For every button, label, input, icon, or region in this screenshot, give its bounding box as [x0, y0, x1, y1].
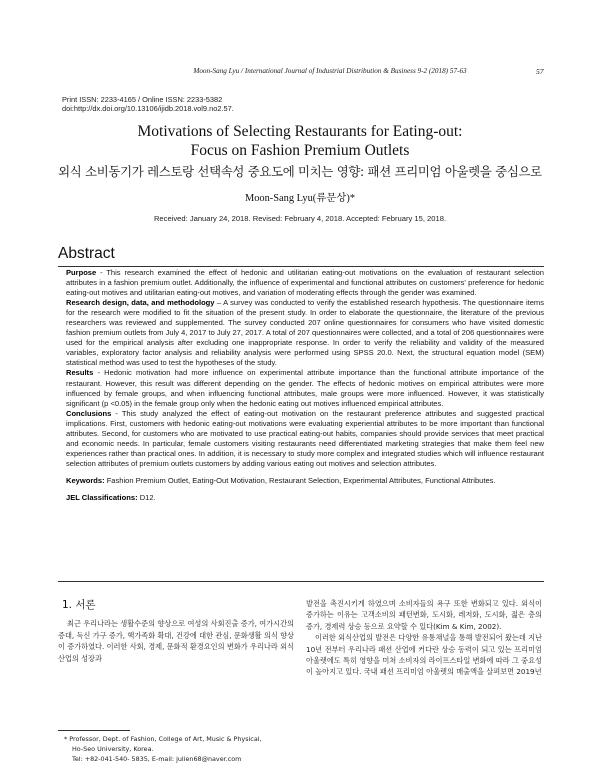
title-english: [40, 122, 560, 160]
abstract-heading: Abstract: [58, 245, 544, 267]
abstract-body: [66, 268, 544, 503]
conclusions-text: - This study analyzed the effect of eating-out motivation on the restaurant preference attributes and suggested practical implications. First, customers with hedonic eating-out motivations were evaluating experiential attributes to be more important than functional attributes. Second, for customers who are motivated to use practical eating-out habits, companies should provide services that meet practical and economic needs. In particular, female customers visiting restaurants need differentiated marketing strategies that make them feel new experiences rather than practical ones. In addition, it is necessary to study more complex and integrated studies which will influence restaurant selection attributes of premium outlets customers by adding various eating out motives and selection attributes.: [66, 408, 544, 468]
section-heading: 1. 서론: [62, 599, 96, 611]
design-text: – A survey was conducted to verify the established research hypothesis. The questionnaire items for the research were modified to fit the situation of the present study. In order to elaborate the questionnaire, the literature of the previous researchers was reviewed and supplemented. The survey conducted 207 online questionnaires for consumers who have visited domestic fashion premium outlets from July 4, 2017 to July 27, 2017. A total of 207 questionnaires were collected, and a total of 206 questionnaires were used for the empirical analysis after excluding one inappropriate response. In order to verify the reliability and validity of the measured variables, exploratory factor analysis and reliability analysis were performed using SPSS 20.0. Next, the structural equation model (SEM) statistical method was used to test the hypotheses of the study.: [66, 298, 544, 368]
conclusions-label: Conclusions: [66, 408, 112, 418]
running-head: Moon-Sang Lyu / International Journal of Industrial Distribution & Business 9-2 (2018) 57-63: [193, 67, 467, 75]
abstract-conclusions: [66, 409, 544, 469]
keywords: [66, 476, 544, 486]
abstract-design: [66, 298, 544, 368]
author-footnote: [64, 734, 296, 764]
doi-line: doi:http://dx.doi.org/10.13106/ijidb.2018.vol9.no2.57.: [62, 104, 234, 114]
abstract-divider: [58, 581, 544, 582]
title-line-2: Focus on Fashion Premium Outlets: [190, 142, 410, 159]
title-korean: 외식 소비동기가 레스토랑 선택속성 중요도에 미치는 영향: 패션 프리미엄 아울렛을 중심으로: [58, 164, 542, 179]
purpose-text: - This research examined the effect of hedonic and utilitarian eating-out motivations on the evaluation of restaurant selection attributes in a fashion premium outlet. Additionally, the influence of experimental and functional attributes on customers' preference for hedonic eating-out motives and utilitarian eating-out motives, and variation of moderating effects through the gender was examined.: [66, 268, 544, 298]
jel-label: JEL Classifications:: [66, 492, 138, 502]
footnote-line: Ho-Seo University, Korea.: [72, 745, 154, 753]
results-text: - Hedonic motivation had more influence on experimental attribute importance than the functional attribute importance of the restaurant. However, this result was different depending on the gender. The effects of hedonic motives on empirical attributes were more influenced by female groups, and when influencing functional attributes, male groups were more influenced. However, it was statistically significant (p <0.05) in the female group only when the hedonic eating out motives influenced empirical attributes.: [66, 368, 544, 408]
design-label: Research design, data, and methodology: [66, 298, 215, 308]
jel-classifications: [66, 493, 544, 503]
issn-line: Print ISSN: 2233-4165 / Online ISSN: 2233-5382: [62, 95, 223, 104]
keywords-label: Keywords:: [66, 475, 105, 485]
footnote-divider: [58, 730, 130, 731]
jel-text: D12.: [137, 492, 156, 502]
body-paragraph: 발전을 촉진시키게 하였으며 소비자들의 욕구 또한 변화되고 있다. 외식이 증가하는 이유는 고객소비의 패턴변화, 도시화, 레저화, 도시화, 젊은 층의 증가, 경제력 상승 등으로 요약할 수 있다(Kim & Kim, 2002).: [306, 599, 542, 631]
results-label: Results: [66, 368, 94, 378]
body-column-left: [58, 600, 294, 664]
footnote-line: * Professor, Dept. of Fashion, College of Art, Music & Physical,: [64, 735, 262, 743]
body-paragraph: 최근 우리나라는 생활수준의 향상으로 여성의 사회진출 증가, 여가시간의 증대, 독신 가구 증가, 핵가족화 확대, 건강에 대한 관심, 문화생활 의식 향상이 증가하였다. 이러한 사회, 경제, 문화적 환경요인의 변화가 우리나라 외식 산업의 성장과: [58, 619, 294, 663]
page-number: 57: [536, 67, 544, 76]
submission-dates: Received: January 24, 2018. Revised: February 4, 2018. Accepted: February 15, 2018.: [153, 214, 447, 223]
purpose-label: Purpose: [66, 268, 97, 277]
abstract-results: [66, 368, 544, 408]
title-line-1: Motivations of Selecting Restaurants for Eating-out:: [137, 123, 463, 140]
body-paragraph: 이러한 외식산업의 발전은 다양한 유통채널을 통해 발전되어 왔는데 지난 10년 전부터 우리나라 패션 산업에 커다란 상승 동력이 되고 있는 프리미엄 아울렛에도 특히 영향을 미쳐 소비자의 라이프스타일 변화에 따라 그 중요성이 높아지고 있다. 국내 패션 프리미엄 아울렛의 매출액을 살펴보면 2019년: [306, 633, 542, 677]
footnote-contact: Tel: +82-041-540- 5835, E-mail: julien68@naver.com: [72, 755, 242, 763]
title-block: [40, 122, 560, 223]
issn-block: [62, 95, 234, 113]
body-column-right: [306, 598, 542, 678]
abstract-purpose: [66, 268, 544, 298]
keywords-text: Fashion Premium Outlet, Eating-Out Motivation, Restaurant Selection, Experimental Attributes, Functional Attributes.: [104, 475, 496, 485]
author: Moon-Sang Lyu(류문상)*: [244, 193, 356, 204]
